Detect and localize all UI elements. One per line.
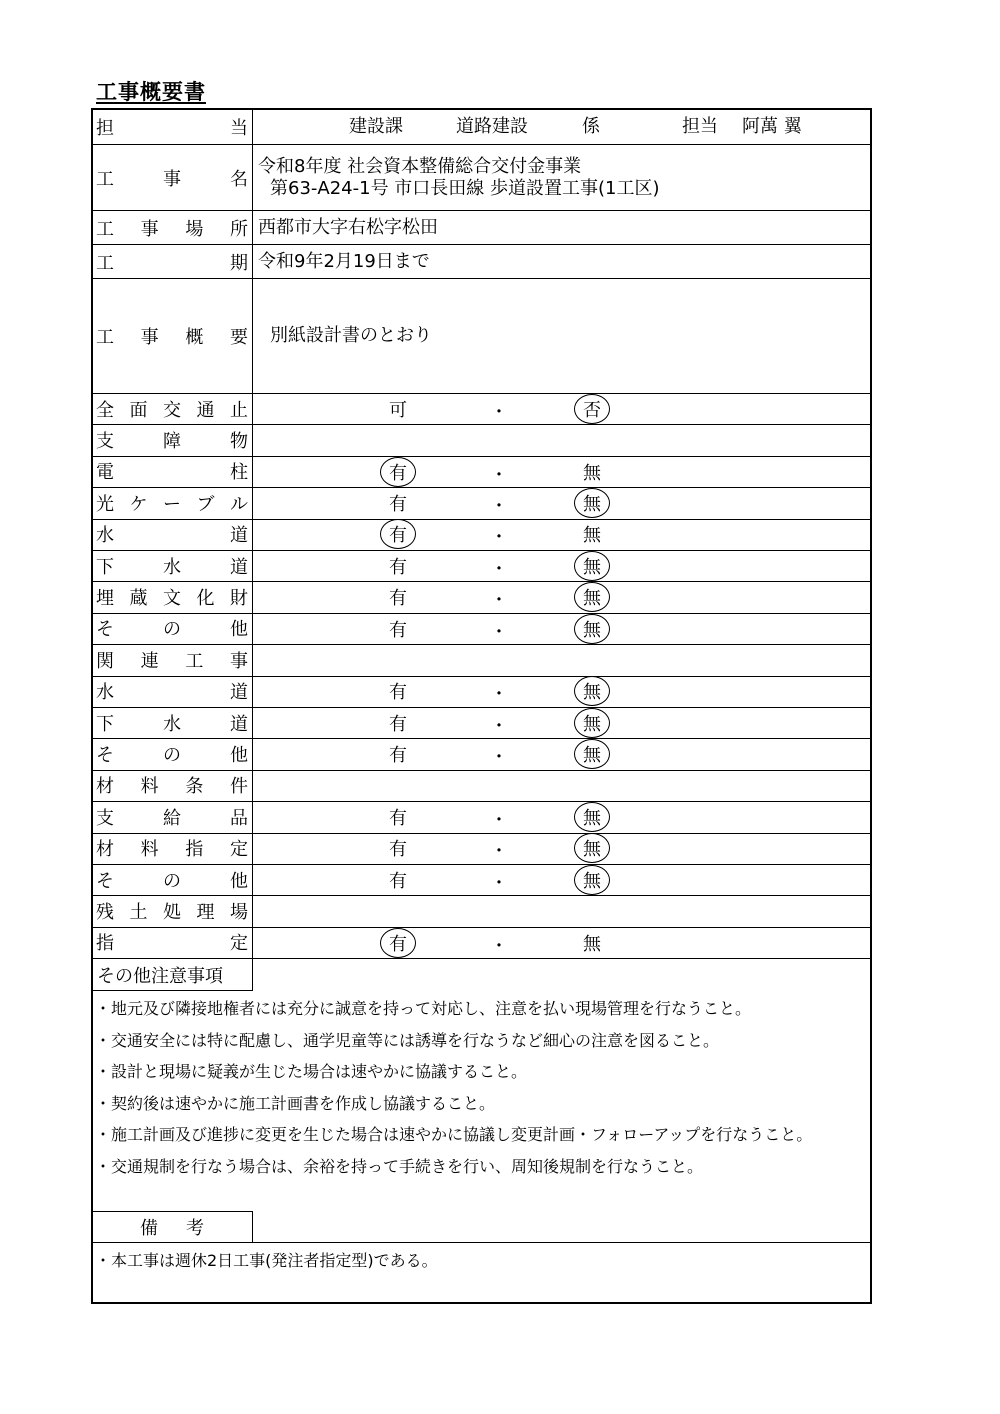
option-circled: 有 [380, 928, 416, 958]
label-char: 道 [230, 525, 248, 547]
label-char: 工 [96, 218, 114, 240]
option: 有 [389, 682, 407, 704]
label-char: 工 [96, 326, 114, 348]
label-char: 物 [230, 431, 248, 453]
option: 有 [389, 556, 407, 578]
label-char: 他 [230, 745, 248, 767]
option-separator: ・ [490, 841, 508, 863]
row-label [96, 520, 248, 549]
row-label [96, 488, 248, 517]
label-char: 工 [185, 650, 204, 672]
label-char: 通 [196, 399, 215, 421]
label-char: 支 [96, 431, 114, 453]
label-char: 場 [185, 218, 204, 240]
option-separator: ・ [490, 401, 508, 423]
label-char: 面 [129, 399, 148, 421]
note-item: ・施工計画及び進捗に変更を生じた場合は速やかに協議し変更計画・フォローアップを行なうこと。 [95, 1125, 813, 1144]
option: 無 [583, 462, 601, 484]
label-char: 水 [96, 525, 114, 547]
person-label: 担当 [682, 116, 718, 137]
label-char: 料 [140, 776, 159, 798]
option-circled: 無 [574, 614, 610, 644]
label-char: 下 [96, 556, 114, 578]
label-char: 場 [230, 902, 248, 924]
remarks-divider [91, 1242, 872, 1243]
note-item: ・地元及び隣接地権者には充分に誠意を持って対応し、注意を払い現場管理を行なうこと。 [95, 999, 752, 1018]
label-char: ル [230, 493, 248, 515]
label-char: 定 [229, 839, 248, 861]
option-separator: ・ [490, 809, 508, 831]
label-char: 道 [230, 682, 248, 704]
label-char: 定 [230, 933, 248, 955]
label-char: 蔵 [129, 588, 148, 610]
option: 有 [389, 745, 407, 767]
option-circled: 無 [574, 676, 610, 706]
option-separator: ・ [490, 747, 508, 769]
option-circled: 無 [574, 865, 610, 895]
label-char: 品 [230, 807, 248, 829]
label-char: 他 [230, 870, 248, 892]
label-char: 他 [230, 619, 248, 641]
overview-value: 別紙設計書のとおり [270, 325, 432, 346]
option: 有 [389, 588, 407, 610]
row-label [96, 802, 248, 831]
label-char: 止 [230, 399, 248, 421]
label-char: 支 [96, 807, 114, 829]
project-name-line1: 令和8年度 社会資本整備総合交付金事業 [258, 156, 582, 177]
row-label [96, 394, 248, 423]
label-char: 要 [229, 326, 248, 348]
row-label [96, 645, 248, 674]
row-label [96, 928, 248, 957]
row-label [96, 582, 248, 611]
row-label [96, 551, 248, 580]
label-char: そ [96, 745, 114, 767]
remarks-label: 備考 [91, 1211, 253, 1243]
row-label [96, 896, 248, 925]
option: 無 [583, 525, 601, 547]
option: 無 [583, 933, 601, 955]
label-char: 電 [96, 462, 114, 484]
label-char: 理 [196, 902, 215, 924]
label-period [96, 245, 248, 278]
label-overview [96, 279, 248, 392]
label-char: 当 [230, 117, 248, 139]
option-separator: ・ [490, 872, 508, 894]
location-value: 西都市大字右松字松田 [258, 217, 438, 238]
label-char: そ [96, 870, 114, 892]
person-name: 阿萬 翼 [742, 116, 802, 137]
row-divider [91, 144, 872, 145]
option-separator: ・ [490, 495, 508, 517]
label-char: 材 [96, 776, 114, 798]
page-title: 工事概要書 [96, 80, 206, 104]
option-circled: 無 [574, 833, 610, 863]
column-divider [252, 108, 253, 991]
label-char: 関 [96, 650, 114, 672]
label-char: 土 [129, 902, 148, 924]
note-item: ・設計と現場に疑義が生じた場合は速やかに協議すること。 [95, 1062, 528, 1081]
label-char: 給 [163, 807, 181, 829]
option-circled: 無 [574, 802, 610, 832]
option-circled: 無 [574, 739, 610, 769]
option-separator: ・ [490, 590, 508, 612]
option-circled: 有 [380, 519, 416, 549]
label-char: 工 [96, 252, 114, 274]
label-char: そ [96, 619, 114, 641]
label-char: 全 [96, 399, 114, 421]
label-char: ブ [196, 493, 215, 515]
row-divider [91, 244, 872, 245]
option: 可 [389, 399, 407, 421]
label-char: 条 [185, 776, 204, 798]
option-circled: 有 [380, 457, 416, 487]
label-char: 処 [163, 902, 181, 924]
label-char: 残 [96, 902, 114, 924]
label-char: 事 [229, 650, 248, 672]
option-separator: ・ [490, 715, 508, 737]
option-separator: ・ [490, 621, 508, 643]
label-char: 埋 [96, 588, 114, 610]
label-char: 指 [185, 839, 204, 861]
kakari: 係 [582, 116, 600, 137]
label-char: 所 [229, 218, 248, 240]
label-char: 下 [96, 713, 114, 735]
label-char: 件 [229, 776, 248, 798]
row-label [96, 425, 248, 454]
option: 有 [389, 839, 407, 861]
remark-item: ・本工事は週休2日工事(発注者指定型)である。 [95, 1251, 438, 1270]
label-char: 水 [96, 682, 114, 704]
row-label [96, 834, 248, 863]
department: 建設課 [349, 116, 403, 137]
label-char: 工 [96, 168, 114, 190]
label-char: 財 [230, 588, 248, 610]
label-char: 道 [230, 556, 248, 578]
row-label [96, 739, 248, 768]
label-char: 光 [96, 493, 114, 515]
label-char: 料 [140, 839, 159, 861]
label-char: 化 [196, 588, 215, 610]
label-location [96, 211, 248, 244]
option-separator: ・ [490, 935, 508, 957]
label-tantou [96, 110, 248, 143]
note-item: ・契約後は速やかに施工計画書を作成し協議すること。 [95, 1093, 496, 1113]
label-char: 指 [96, 933, 114, 955]
label-char: 事 [140, 326, 159, 348]
period-value: 令和9年2月19日まで [258, 251, 430, 272]
notes-label: その他注意事項 [91, 958, 253, 991]
option: 有 [389, 493, 407, 515]
label-char: 名 [230, 168, 248, 190]
label-char: 障 [163, 431, 181, 453]
option-circled: 無 [574, 582, 610, 612]
note-item: ・交通規制を行なう場合は、余裕を持って手続きを行い、周知後規制を行なうこと。 [95, 1156, 704, 1176]
label-char: 期 [230, 252, 248, 274]
label-char: の [163, 745, 181, 767]
project-name-line2: 第63-A24-1号 市口長田線 歩道設置工事(1工区) [270, 178, 660, 199]
label-char: 概 [185, 326, 204, 348]
option-separator: ・ [490, 464, 508, 486]
label-char: 材 [96, 839, 114, 861]
label-char: の [163, 619, 181, 641]
label-char: ケ [129, 493, 148, 515]
option-circled: 否 [574, 394, 610, 424]
option-separator: ・ [490, 527, 508, 549]
label-char: 柱 [230, 462, 248, 484]
row-label [96, 708, 248, 737]
option-circled: 無 [574, 488, 610, 518]
row-label [96, 677, 248, 706]
row-label [96, 865, 248, 894]
option-circled: 無 [574, 551, 610, 581]
section-name: 道路建設 [456, 116, 528, 137]
row-label [96, 614, 248, 643]
label-char: ー [163, 493, 181, 515]
option-separator: ・ [490, 684, 508, 706]
row-divider [91, 210, 872, 211]
row-divider [91, 393, 872, 394]
option: 有 [389, 870, 407, 892]
option: 有 [389, 713, 407, 735]
option-separator: ・ [490, 558, 508, 580]
row-label [96, 771, 248, 800]
label-char: 文 [163, 588, 181, 610]
label-char: 交 [163, 399, 181, 421]
option-circled: 無 [574, 708, 610, 738]
label-project-name [96, 146, 248, 209]
option: 有 [389, 807, 407, 829]
row-label [96, 457, 248, 486]
option: 有 [389, 619, 407, 641]
label-char: 水 [163, 713, 181, 735]
label-char: 担 [96, 117, 114, 139]
note-item: ・交通安全には特に配慮し、通学児童等には誘導を行なうなど細心の注意を図ること。 [95, 1030, 720, 1050]
label-char: 事 [140, 218, 159, 240]
label-char: 連 [140, 650, 159, 672]
label-char: の [163, 870, 181, 892]
label-char: 水 [163, 556, 181, 578]
label-char: 事 [163, 168, 181, 190]
row-divider [91, 278, 872, 279]
label-char: 道 [230, 713, 248, 735]
